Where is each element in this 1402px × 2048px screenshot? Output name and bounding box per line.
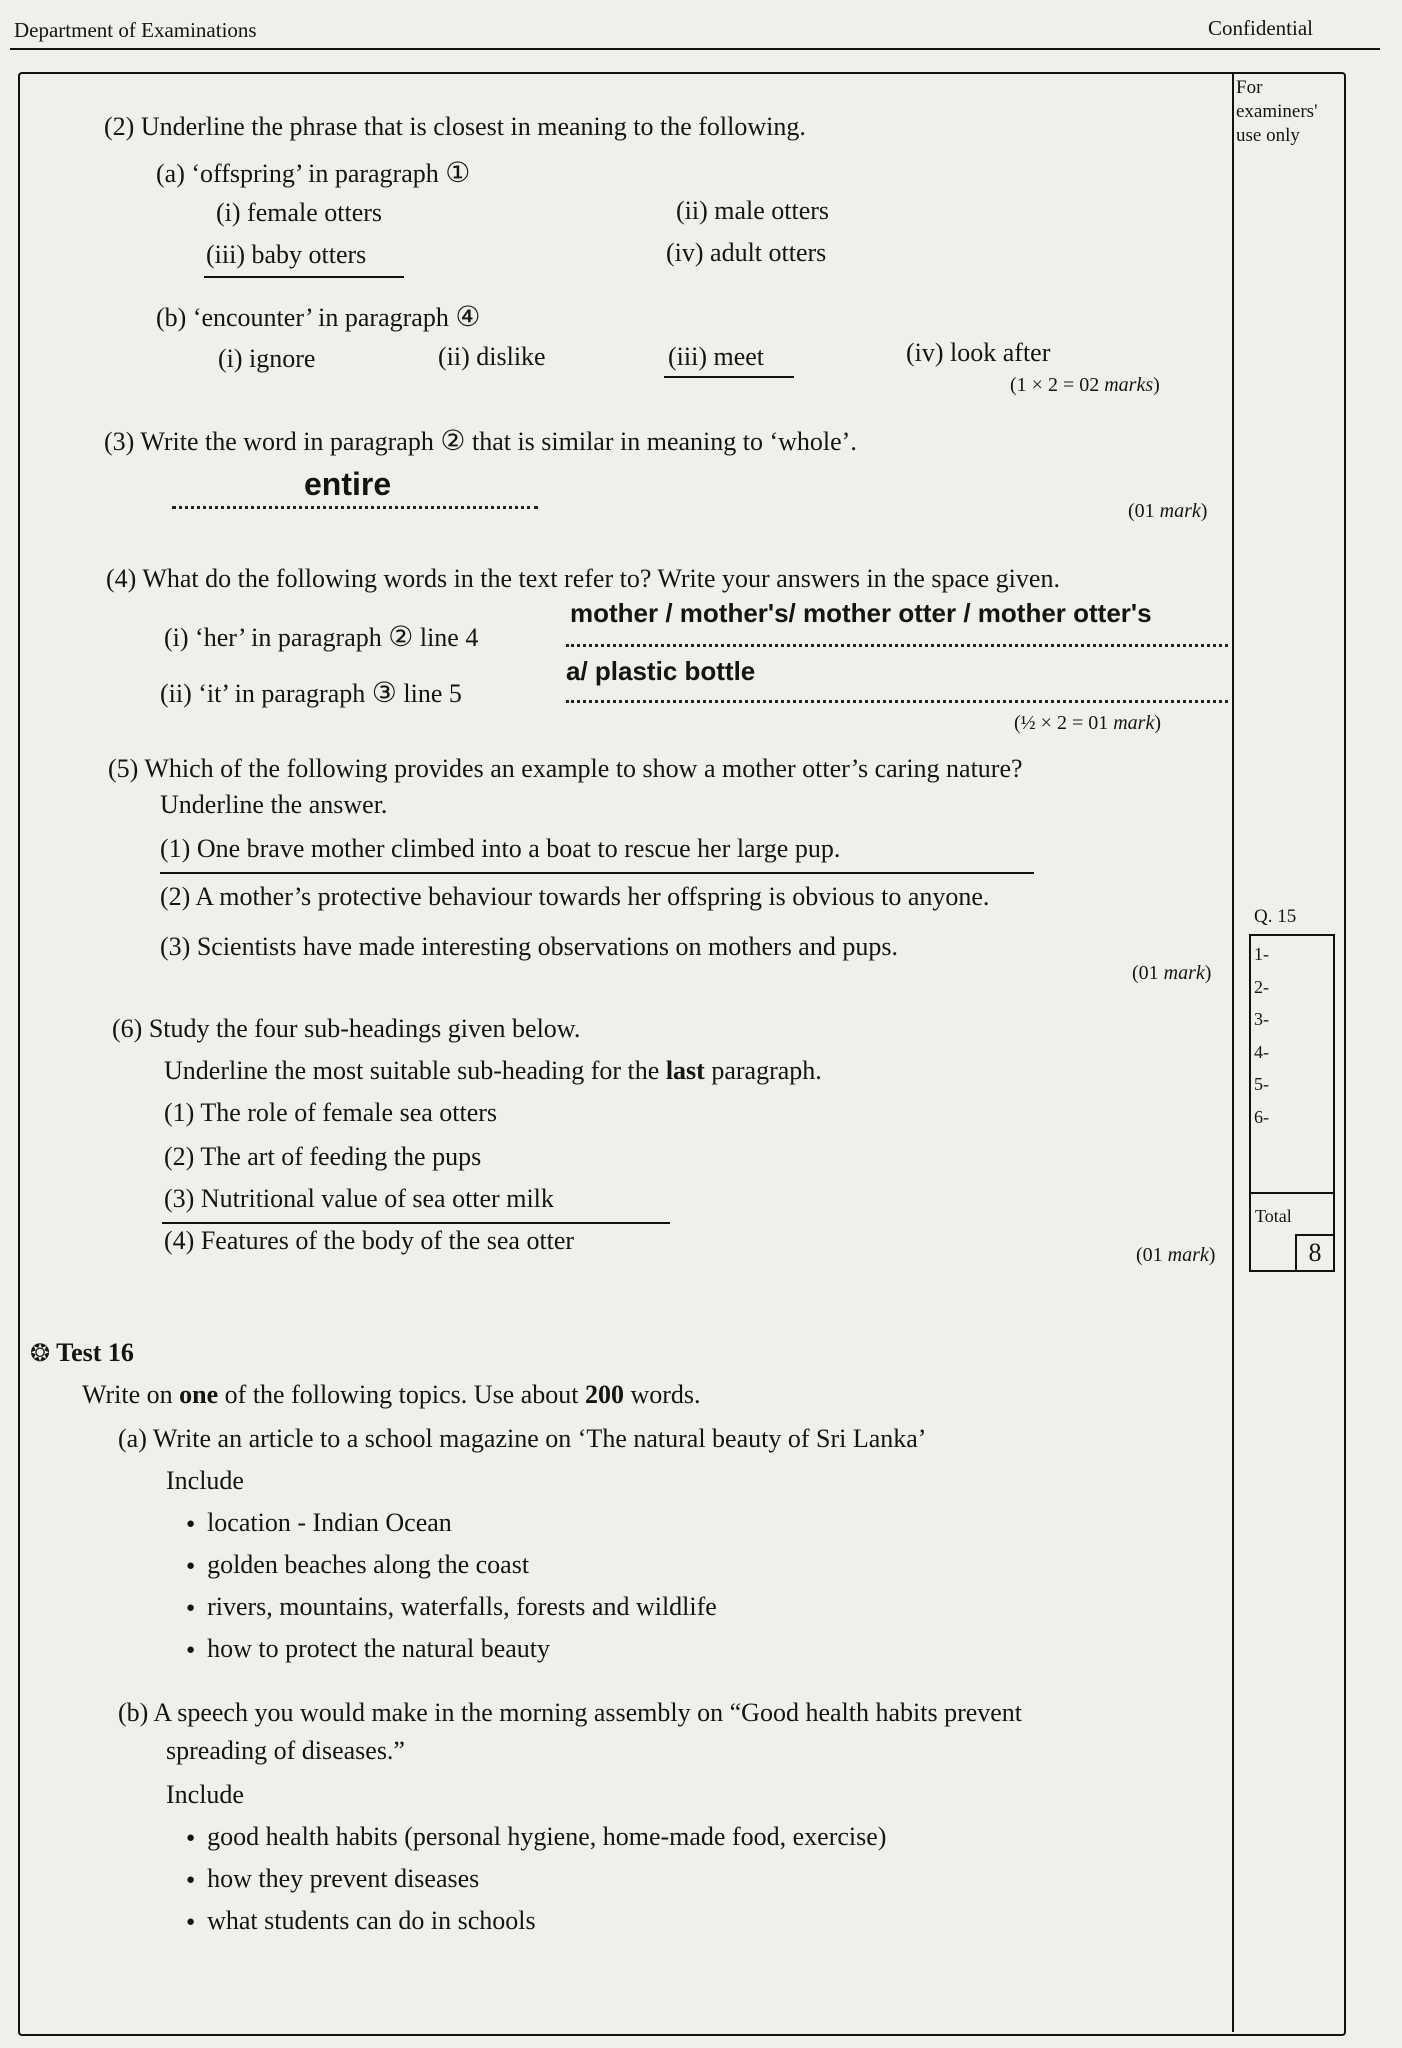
q4-ii-answer: a/ plastic bottle <box>566 656 756 686</box>
q3-prompt-pre: (3) Write the word in paragraph <box>104 427 434 456</box>
marks-grid-rows <box>1254 938 1269 1133</box>
test16-a-bullet-2: ● golden beaches along the coast <box>186 1550 529 1580</box>
q6-prompt-pre: Underline the most suitable sub-heading for the <box>164 1056 660 1085</box>
q2-marks-pre: (1 × 2 = 02 <box>1010 374 1105 396</box>
q2-marks-word: marks <box>1104 374 1154 396</box>
q4-marks-post: ) <box>1154 712 1161 734</box>
q2a-option-1: (i) female otters <box>216 198 383 227</box>
test16-a-prompt: (a) Write an article to a school magazine on ‘The natural beauty of Sri Lanka’ <box>118 1424 927 1453</box>
examiners-use-label: For examiners' use only <box>1236 77 1318 146</box>
q6-option-3: (3) Nutritional value of sea otter milk <box>164 1184 554 1213</box>
q6-marks-post: ) <box>1208 1244 1216 1266</box>
q2a-answer-underline <box>204 276 404 278</box>
q3-marks-word: mark <box>1159 500 1201 522</box>
marks-row-3: 3- <box>1254 1009 1269 1029</box>
q3-prompt-post: that is similar in meaning to ‘whole’. <box>471 427 857 456</box>
paragraph-4-icon: ④ <box>455 300 481 333</box>
paragraph-2-icon: ② <box>440 424 466 457</box>
test16-b-prompt-line1: (b) A speech you would make in the morning assembly on “Good health habits prevent <box>118 1698 1023 1727</box>
q6-prompt-post: paragraph. <box>711 1056 822 1085</box>
test16-b-bullet-1: ● good health habits (personal hygiene, home-made food, exercise) <box>186 1822 886 1852</box>
q5-marks-pre: (01 <box>1132 962 1164 984</box>
total-score: 8 <box>1295 1234 1333 1270</box>
q4-marks <box>1014 712 1161 735</box>
q5-option-2: (2) A mother’s protective behaviour towards her offspring is obvious to anyone. <box>160 882 990 911</box>
test16-a-bullet-1: ● location - Indian Ocean <box>186 1508 452 1538</box>
q5-option-3: (3) Scientists have made interesting observations on mothers and pups. <box>160 932 898 961</box>
q5-option-1: (1) One brave mother climbed into a boat to rescue her large pup. <box>160 834 841 863</box>
q2b-option-4: (iv) look after <box>906 338 1051 367</box>
q2-prompt: (2) Underline the phrase that is closest in meaning to the following. <box>104 112 806 141</box>
marks-total-divider <box>1251 1192 1333 1194</box>
q2a-option-4: (iv) adult otters <box>666 238 827 267</box>
test16-instr-2: of the following topics. Use about <box>224 1380 579 1409</box>
q5-prompt-line2: Underline the answer. <box>160 790 388 819</box>
test16-a-bullet-4: ● how to protect the natural beauty <box>186 1634 550 1664</box>
marks-row-1: 1- <box>1254 944 1269 964</box>
q2a-option-2: (ii) male otters <box>676 196 830 225</box>
q3-marks <box>1128 500 1207 523</box>
q3-marks-pre: (01 <box>1128 500 1160 522</box>
test16-instr-bold2: 200 <box>585 1380 624 1409</box>
q2a-text: (a) ‘offspring’ in paragraph <box>156 159 439 188</box>
q6-option-2: (2) The art of feeding the pups <box>164 1142 482 1171</box>
test16-instructions <box>82 1380 701 1410</box>
q6-marks-pre: (01 <box>1136 1244 1168 1266</box>
q3-answer: entire <box>304 466 392 502</box>
q6-option-4: (4) Features of the body of the sea otter <box>164 1226 575 1255</box>
q4-ii-pre: (ii) ‘it’ in paragraph <box>160 679 366 708</box>
q4-ii-prompt <box>160 676 462 709</box>
q-number-label: Q. 15 <box>1254 906 1297 927</box>
q2b-option-1: (i) ignore <box>218 344 316 373</box>
q3-answer-line <box>172 506 538 509</box>
q2b-option-3: (iii) meet <box>668 342 765 371</box>
q2b-option-2: (ii) dislike <box>438 342 546 371</box>
q2b-prompt <box>156 300 480 333</box>
q4-marks-word: mark <box>1113 712 1155 734</box>
q4-i-prompt <box>164 620 478 653</box>
marks-row-6: 6- <box>1254 1106 1269 1127</box>
paragraph-1-icon: ① <box>445 156 471 189</box>
q3-prompt <box>104 424 857 457</box>
q2-marks <box>1010 374 1160 397</box>
test16-instr-1: Write on <box>82 1380 173 1409</box>
q4-i-pre: (i) ‘her’ in paragraph <box>164 623 382 652</box>
marks-row-5: 5- <box>1254 1074 1269 1094</box>
q4-i-answer: mother / mother's/ mother otter / mother otter's <box>570 598 1152 628</box>
test16-b-bullet-2: ● how they prevent diseases <box>186 1864 479 1894</box>
confidential-label: Confidential <box>1208 16 1313 40</box>
q6-marks <box>1136 1244 1215 1267</box>
marks-row-4: 4- <box>1254 1041 1269 1062</box>
q2a-option-3: (iii) baby otters <box>206 240 367 269</box>
header-rule <box>10 48 1380 50</box>
q4-i-post: line 4 <box>419 623 479 652</box>
q4-ii-answer-line <box>566 700 1228 703</box>
test16-marker-icon: ❂ <box>30 1339 51 1367</box>
q4-marks-pre: (½ × 2 = 01 <box>1014 712 1114 734</box>
q2-marks-post: ) <box>1153 374 1160 396</box>
q4-i-answer-line <box>566 644 1228 647</box>
q6-marks-word: mark <box>1167 1244 1209 1266</box>
test16-instr-3: words. <box>630 1380 701 1409</box>
q6-prompt-bold: last <box>665 1056 705 1085</box>
total-label: Total <box>1255 1206 1292 1226</box>
q6-answer-underline <box>162 1222 670 1224</box>
q4-prompt: (4) What do the following words in the text refer to? Write your answers in the space given. <box>106 564 1060 593</box>
test16-heading <box>30 1338 134 1368</box>
test16-b-include: Include <box>166 1780 244 1809</box>
q2b-answer-underline <box>664 376 794 378</box>
q4-ii-post: line 5 <box>403 679 462 708</box>
q6-prompt-line1: (6) Study the four sub-headings given below. <box>112 1014 581 1043</box>
test16-b-prompt-line2: spreading of diseases.” <box>166 1736 405 1765</box>
marks-grid <box>1249 934 1335 1272</box>
q2a-prompt <box>156 156 470 189</box>
department-name: Department of Examinations <box>14 18 257 42</box>
paragraph-2-icon: ② <box>388 620 414 653</box>
q3-marks-post: ) <box>1200 500 1208 522</box>
paragraph-3-icon: ③ <box>371 676 397 709</box>
q5-marks <box>1132 962 1211 985</box>
test16-instr-bold1: one <box>179 1380 219 1409</box>
q6-option-1: (1) The role of female sea otters <box>164 1098 498 1127</box>
test16-a-bullet-3: ● rivers, mountains, waterfalls, forests and wildlife <box>186 1592 717 1622</box>
q5-answer-underline <box>160 872 1034 874</box>
q2b-text: (b) ‘encounter’ in paragraph <box>156 303 449 332</box>
q5-prompt-line1: (5) Which of the following provides an example to show a mother otter’s caring nature? <box>108 754 1023 783</box>
test16-a-include: Include <box>166 1466 244 1495</box>
q5-marks-word: mark <box>1163 962 1205 984</box>
q6-prompt-line2 <box>164 1056 822 1086</box>
test16-b-bullet-3: ● what students can do in schools <box>186 1906 536 1936</box>
q5-marks-post: ) <box>1204 962 1212 984</box>
test16-title: Test 16 <box>56 1338 134 1367</box>
marks-row-2: 2- <box>1254 976 1269 997</box>
